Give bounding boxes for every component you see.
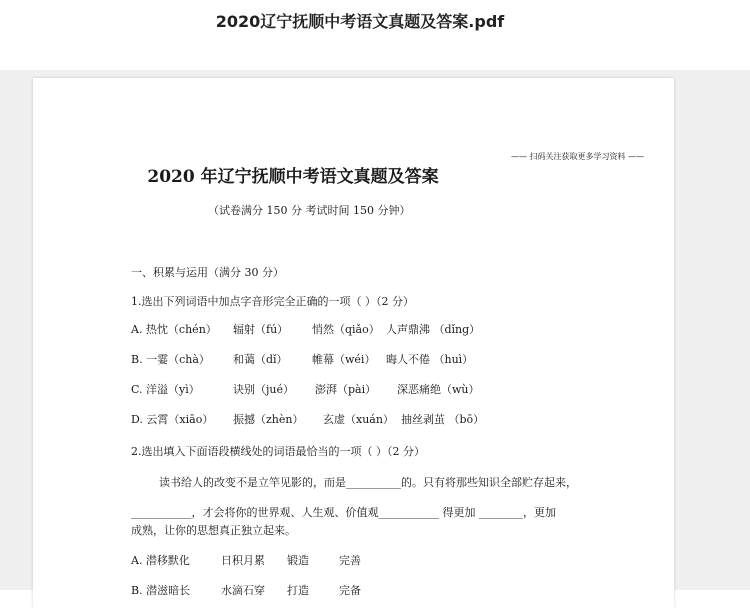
question-1: 1.选出下列词语中加点字音形完全正确的一项（ ）（2 分） [131, 295, 414, 308]
document-subtitle: （试卷满分 150 分 考试时间 150 分钟） [208, 204, 411, 217]
file-title: 2020辽宁抚顺中考语文真题及答案.pdf [215, 12, 505, 31]
q2-option-a: A. 潜移默化 日积月累 锻造 完善 [131, 554, 361, 567]
q1-option-d: D. 云霄（xiāo） 振撼（zhèn） 玄虚（xuán） 抽丝剥茧 （bō） [131, 413, 485, 426]
q1-option-c: C. 洋溢（yì） 诀别（jué） 澎湃（pài） 深恶痛绝（wù） [131, 383, 480, 396]
q1-option-b: B. 一霎（chà） 和蔼（dǐ） 帷幕（wéi） 晦人不倦 （huì） [131, 353, 474, 366]
q2-paragraph-line-2: ___________，才会将你的世界观、人生观、价值观___________ 得更加 ________，更加 [131, 506, 556, 519]
watermark-text: —— 扫码关注获取更多学习资料 —— [511, 152, 645, 161]
q2-paragraph-line-3: 成熟，让你的思想真正独立起来。 [131, 524, 296, 537]
section-heading: 一、积累与运用（满分 30 分） [131, 266, 284, 279]
document-page [33, 78, 674, 608]
q2-option-b: B. 潜滋暗长 水滴石穿 打造 完备 [131, 584, 361, 597]
viewer-topbar [0, 0, 750, 70]
q2-paragraph-line-1: 读书给人的改变不是立竿见影的，而是__________的。只有将那些知识全部贮存起来， [159, 476, 577, 489]
document-title: 2020 年辽宁抚顺中考语文真题及答案 [147, 167, 439, 187]
q1-option-a: A. 热忱（chén） 辐射（fú） 悄然（qiǎo） 人声鼎沸 （dǐng） [131, 323, 481, 336]
question-2: 2.选出填入下面语段横线处的词语最恰当的一项（ ）（2 分） [131, 445, 425, 458]
